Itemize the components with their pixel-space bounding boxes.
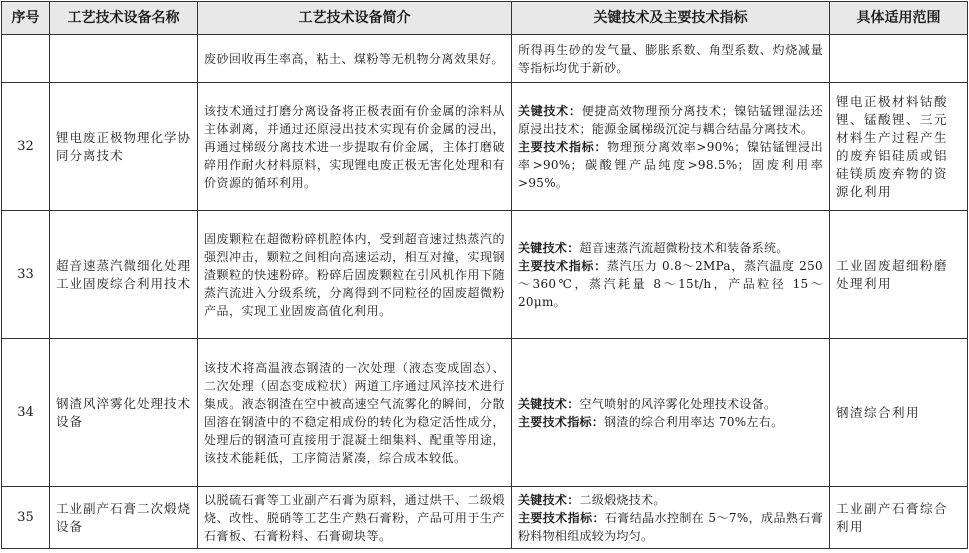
- header-row: [2, 2, 968, 35]
- header-intro: 工艺技术设备简介: [198, 2, 512, 35]
- row-intro: 固废颗粒在超微粉碎机腔体内，受到超音速过热蒸汽的强烈冲击，颗粒之间相向高速运动，相互对撞，实现钢渣颗粒的快速粉碎。粉碎后固废颗粒在引风机作用下随蒸汽流进入分级系统，分离得到不同粒径的固废超微粉产品，实现工业固废高值化利用。: [198, 211, 512, 339]
- row-scope: 工业固废超细粉磨处理利用: [830, 211, 968, 339]
- main-index-text: 钢渣的综合利用率达 70%左右。: [604, 414, 784, 429]
- row-name: 锂电废正极物理化学协同分离技术: [50, 83, 198, 211]
- row-tech-cell: [512, 35, 830, 83]
- header-number: 序号: [2, 2, 50, 35]
- row-tech-cell: [512, 487, 830, 549]
- row-intro: 该技术通过打磨分离设备将正极表面有价金属的涂料从主体剥离，并通过还原浸出技术实现有价金属的浸出，再通过梯级分离技术进一步提取有价金属，主体打磨破碎用作耐火材料原料，实现锂电废正极无害化处理和有价资源的循环利用。: [198, 83, 512, 211]
- row-scope: 锂电正极材料钴酸锂、锰酸锂、三元材料生产过程产生的废弃铝硅质或铝硅镁质废弃物的资源化利用: [830, 83, 968, 211]
- key-tech-text: 二级煅烧技术。: [579, 492, 666, 507]
- header-scope: 具体适用范围: [830, 2, 968, 35]
- table-row: [2, 35, 968, 83]
- row-tech-text: 所得再生砂的发气量、膨胀系数、角型系数、灼烧减量等指标均优于新砂。: [518, 42, 823, 75]
- row-number: 32: [2, 83, 50, 211]
- main-index-label: 主要技术指标：: [518, 414, 605, 429]
- row-tech-cell: [512, 339, 830, 487]
- key-tech-label: 关键技术：: [518, 492, 580, 507]
- header-key-tech: 关键技术及主要技术指标: [512, 2, 830, 35]
- row-tech-cell: [512, 211, 830, 339]
- key-tech-label: 关键技术：: [518, 103, 582, 118]
- row-scope: 工业副产石膏综合利用: [830, 487, 968, 549]
- main-index-label: 主要技术指标：: [518, 510, 605, 525]
- table-row: [2, 487, 968, 549]
- main-index-paragraph: [518, 257, 823, 311]
- header-name: 工艺技术设备名称: [50, 2, 198, 35]
- catalog-table: [1, 1, 968, 549]
- main-index-label: 主要技术指标：: [518, 139, 608, 154]
- main-index-text: 物理预分离效率>90%；镍钴锰锂浸出率>90%；碳酸锂产品纯度>98.5%；固废利用率>95%。: [518, 139, 823, 190]
- main-index-paragraph: [518, 413, 823, 431]
- row-scope: 钢渣综合利用: [830, 339, 968, 487]
- table-row: [2, 339, 968, 487]
- key-tech-paragraph: [518, 395, 823, 413]
- table-row: [2, 83, 968, 211]
- main-index-text: 石膏结晶水控制在 5～7%，成品熟石膏粉料物相组成较为均匀。: [518, 510, 823, 543]
- key-tech-paragraph: [518, 491, 823, 509]
- row-intro: 废砂回收再生率高，粘土、煤粉等无机物分离效果好。: [198, 35, 512, 83]
- row-number: [2, 35, 50, 83]
- main-index-paragraph: [518, 138, 823, 192]
- table-row: [2, 211, 968, 339]
- row-intro: 该技术将高温液态钢渣的一次处理（液态变成固态）、二次处理（固态变成粒状）两道工序通过风淬技术进行集成。液态钢渣在空中被高速空气流雾化的瞬间，分散固溶在钢渣中的不稳定相成份的转化为稳定活性成分，处理后的钢渣可直接用于混凝土细集料、配重等用途，该技术能耗低，工序简洁紧凑，综合成本较低。: [198, 339, 512, 487]
- row-tech-cell: [512, 83, 830, 211]
- key-tech-paragraph: [518, 239, 823, 257]
- key-tech-label: 关键技术：: [518, 240, 580, 255]
- main-index-label: 主要技术指标：: [518, 258, 607, 273]
- main-index-text: 蒸汽压力 0.8～2MPa，蒸汽温度 250～360℃，蒸汽耗量 8～15t/h，产品粒径 15～20μm。: [518, 258, 823, 309]
- row-name: [50, 35, 198, 83]
- row-number: 33: [2, 211, 50, 339]
- row-number: 34: [2, 339, 50, 487]
- key-tech-text: 空气喷射的风淬雾化处理技术设备。: [579, 396, 777, 411]
- row-scope: [830, 35, 968, 83]
- key-tech-label: 关键技术：: [518, 396, 580, 411]
- row-number: 35: [2, 487, 50, 549]
- row-intro: 以脱硫石膏等工业副产石膏为原料，通过烘干、二级煅烧、改性、脱硝等工艺生产熟石膏粉，产品可用于生产石膏板、石膏粉料、石膏砌块等。: [198, 487, 512, 549]
- key-tech-paragraph: [518, 102, 823, 138]
- key-tech-text: 超音速蒸汽流超微粉技术和装备系统。: [579, 240, 789, 255]
- row-name: 工业副产石膏二次煅烧设备: [50, 487, 198, 549]
- key-tech-text: 便捷高效物理预分离技术；镍钴锰锂湿法还原浸出技术；能源金属梯级沉淀与耦合结晶分离技术。: [518, 103, 823, 136]
- main-index-paragraph: [518, 509, 823, 545]
- row-name: 超音速蒸汽微细化处理工业固废综合利用技术: [50, 211, 198, 339]
- row-name: 钢渣风淬雾化处理技术设备: [50, 339, 198, 487]
